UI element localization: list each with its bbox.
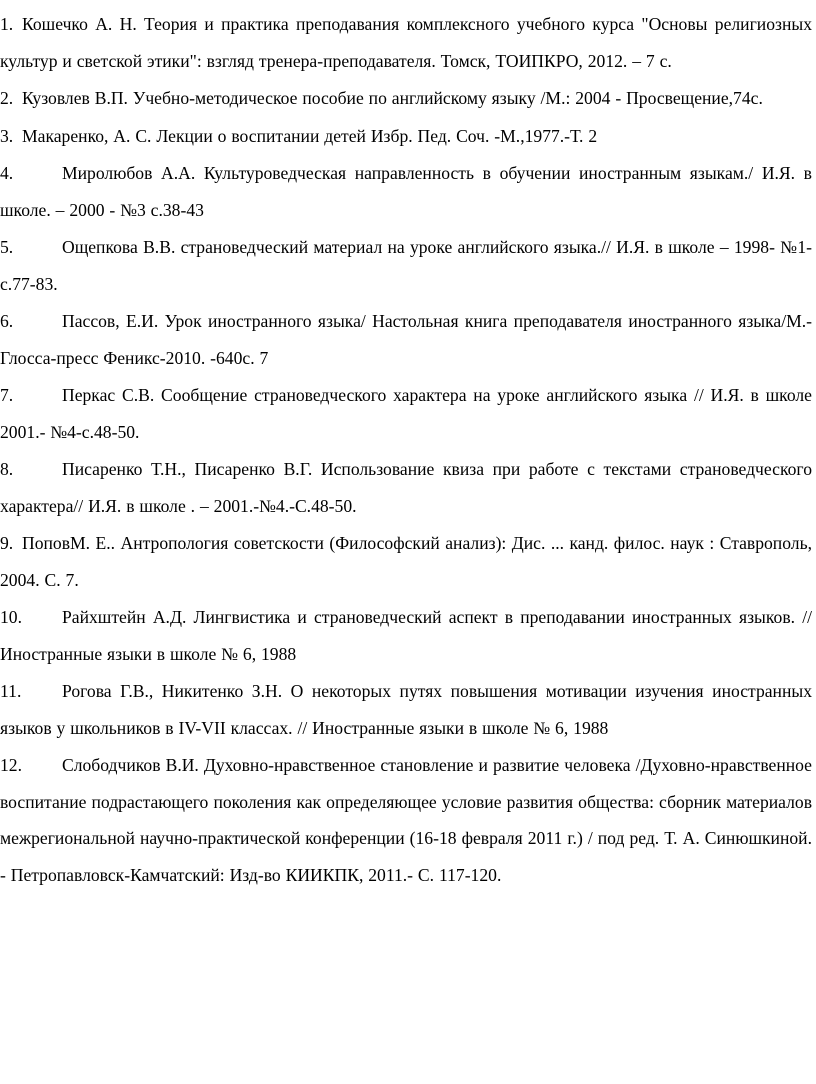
reference-number: 7. xyxy=(0,385,14,405)
reference-text: Миролюбов А.А. Культуроведческая направленность в обучении иностранным языкам./ И.Я. в школе. – 2000 - №3 с.38-43 xyxy=(0,163,812,220)
reference-number: 2. xyxy=(0,88,14,108)
reference-text: Перкас С.В. Сообщение страноведческого характера на уроке английского языка // И.Я. в школе 2001.- №4-с.48-50. xyxy=(0,385,812,442)
reference-text: Писаренко Т.Н., Писаренко В.Г. Использование квиза при работе с текстами страноведческого характера// И.Я. в школе . – 2001.-№4.-С.48-50. xyxy=(0,459,812,516)
reference-text: Пассов, Е.И. Урок иностранного языка/ Настольная книга преподавателя иностранного языка/М.-Глосса-пресс Феникс-2010. -640с. 7 xyxy=(0,311,812,368)
reference-number: 12. xyxy=(0,755,22,775)
reference-number: 11. xyxy=(0,681,22,701)
reference-text: Райхштейн А.Д. Лингвистика и страноведческий аспект в преподавании иностранных языков. // Иностранные языки в школе № 6, 1988 xyxy=(0,607,812,664)
reference-number: 10. xyxy=(0,607,22,627)
reference-list xyxy=(0,6,816,894)
reference-number: 6. xyxy=(0,311,14,331)
reference-text: Ощепкова В.В. страноведческий материал на уроке английского языка.// И.Я. в школе – 1998- №1- с.77-83. xyxy=(0,237,812,294)
reference-item xyxy=(0,451,816,524)
reference-text: Рогова Г.В., Никитенко З.Н. О некоторых путях повышения мотивации изучения иностранных языков у школьников в IV-VII классах. // Иностранные языки в школе № 6, 1988 xyxy=(0,681,812,738)
reference-item xyxy=(0,747,816,893)
reference-item xyxy=(0,6,816,79)
reference-text: Макаренко, А. С. Лекции о воспитании детей Избр. Пед. Соч. -М.,1977.-Т. 2 xyxy=(22,125,598,146)
reference-item xyxy=(0,525,816,598)
reference-text: Слободчиков В.И. Духовно-нравственное становление и развитие человека /Духовно-нравственное воспитание подрастающего поколения как определяющее условие развития общества: сборник материалов межрегиональной научно-практической конференции (16-18 февраля 2011 г.) / под ред. Т. А. Синюшкиной. - Петропавловск-Камчатский: Изд-во КИИКПК, 2011.- С. 117-120. xyxy=(0,755,812,885)
reference-text: ПоповМ. Е.. Антропология советскости (Философский анализ): Дис. ... канд. филос. наук : Ставрополь, 2004. С. 7. xyxy=(0,533,812,590)
reference-item xyxy=(0,80,816,117)
reference-number: 1. xyxy=(0,14,14,34)
reference-number: 4. xyxy=(0,163,14,183)
reference-item xyxy=(0,155,816,228)
reference-item xyxy=(0,118,816,155)
reference-number: 8. xyxy=(0,459,14,479)
reference-text: Кошечко А. Н. Теория и практика преподавания комплексного учебного курса "Основы религиозных культур и светской этики": взгляд тренера-преподавателя. Томск, ТОИПКРО, 2012. – 7 с. xyxy=(0,14,812,71)
reference-text: Кузовлев В.П. Учебно-методическое пособие по английскому языку /М.: 2004 - Просвещение,74с. xyxy=(22,88,763,108)
reference-item xyxy=(0,599,816,672)
reference-item xyxy=(0,229,816,302)
reference-item xyxy=(0,673,816,746)
reference-item xyxy=(0,377,816,450)
reference-number: 9. xyxy=(0,533,14,553)
reference-item xyxy=(0,303,816,376)
reference-number: 3. xyxy=(0,125,14,146)
reference-number: 5. xyxy=(0,237,14,257)
